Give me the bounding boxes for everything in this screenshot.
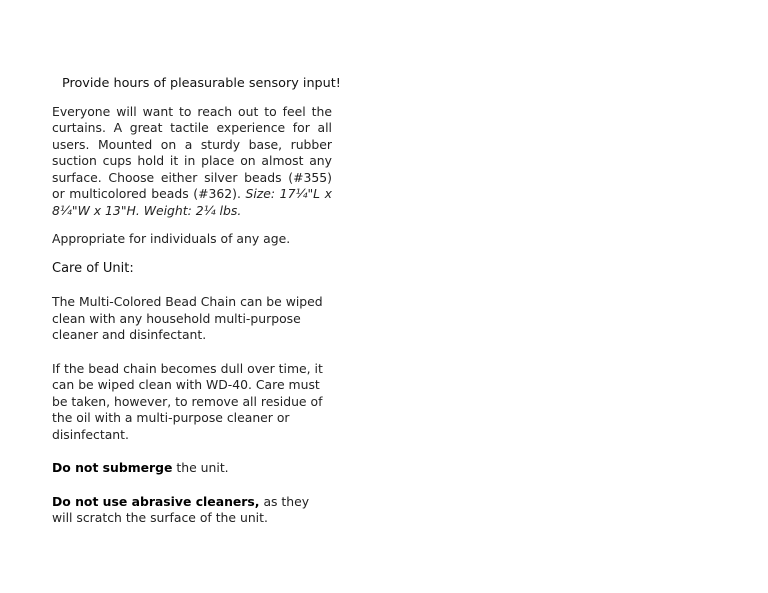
- warning-abrasive-rest: as they will scratch the surface of the unit.: [52, 493, 310, 525]
- care-paragraph-cleaning: The Multi-Colored Bead Chain can be wiped clean with any household multi-purpose cleaner and disinfectant.: [52, 294, 323, 342]
- warning-submerge-rest: the unit.: [172, 460, 229, 475]
- description-text: Everyone will want to reach out to feel the curtains. A great tactile experience for all users. Mounted on a sturdy base, rubber suction cups hold it in place on almost any surface. Choose either silver beads (#355) or multicolored beads (#362).: [52, 103, 332, 201]
- care-title: Care of Unit:: [52, 260, 134, 276]
- warning-submerge: [52, 460, 332, 477]
- age-note: Appropriate for individuals of any age.: [52, 231, 291, 246]
- product-description: [52, 104, 332, 220]
- product-spec: Size: 17¼"L x 8¼"W x 13"H. Weight: 2¼ lbs.: [52, 186, 332, 218]
- warning-abrasive: [52, 494, 332, 527]
- warning-abrasive-lead: Do not use abrasive cleaners,: [52, 493, 260, 509]
- product-document: [52, 76, 341, 527]
- product-heading: Provide hours of pleasurable sensory input!: [62, 76, 341, 91]
- warning-submerge-lead: Do not submerge: [52, 460, 173, 475]
- care-paragraph-wd40: If the bead chain becomes dull over time, it can be wiped clean with WD-40. Care must be taken, however, to remove all residue of the oil with a multi-purpose cleaner or disinfectant.: [52, 360, 323, 442]
